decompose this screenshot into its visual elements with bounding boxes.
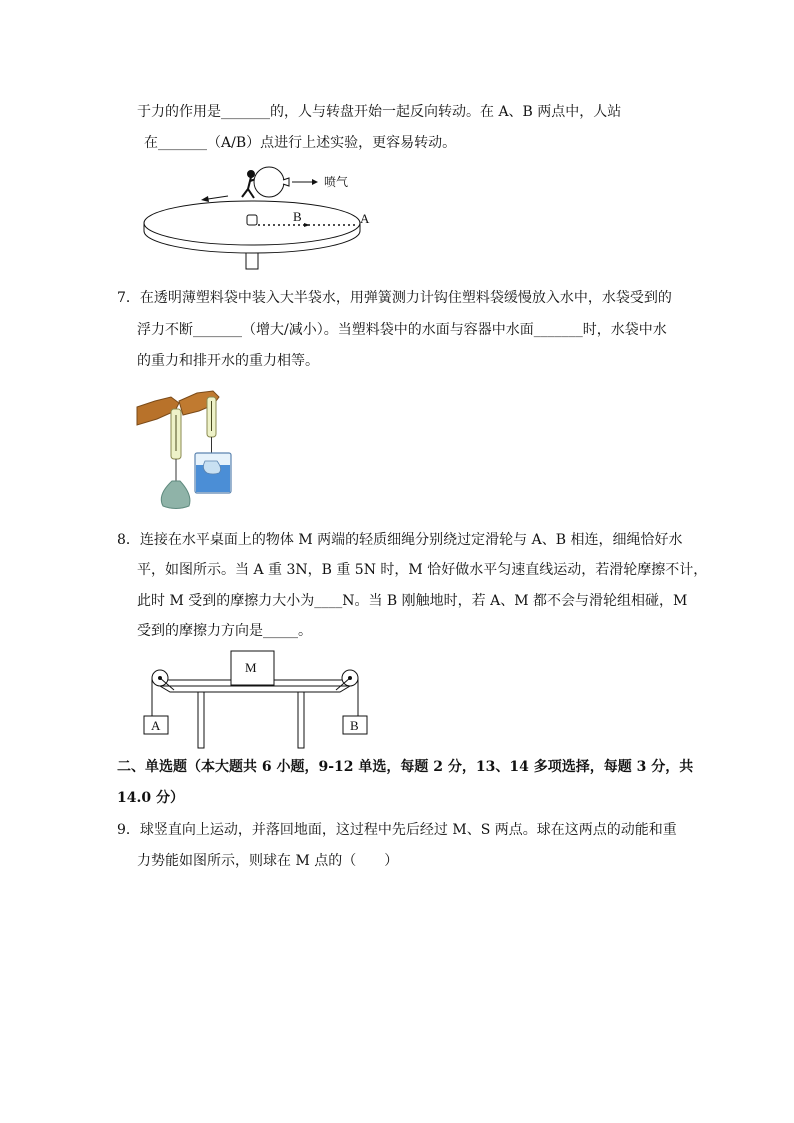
balloon-nozzle (283, 178, 289, 186)
balloon (254, 167, 284, 197)
center-post (247, 215, 257, 225)
point-a-label: A (360, 211, 370, 226)
q8-text-line-1: 8．连接在水平桌面上的物体 M 两端的轻质细绳分别绕过定滑轮与 A、B 相连，细绳恰好水 (117, 532, 683, 548)
point-b-label: B (293, 209, 302, 224)
table-top (160, 686, 350, 692)
q6-text-line-1: 于力的作用是_______的，人与转盘开始一起反向转动。在 A、B 两点中，人站 (137, 104, 622, 120)
block-m-label: M (245, 660, 257, 675)
q8-text-line-3: 此时 M 受到的摩擦力大小为____N。当 B 刚触地时，若 A、M 都不会与滑轮组相碰，M (137, 593, 688, 609)
spray-arrow-head (312, 179, 318, 185)
q8-pulley-table-figure (140, 650, 375, 750)
rotation-arrow (208, 196, 228, 199)
q7-text-line-1: 7．在透明薄塑料袋中装入大半袋水，用弹簧测力计钩住塑料袋缓慢放入水中，水袋受到的 (117, 290, 672, 306)
section-2-heading-line-1: 二、单选题（本大题共 6 小题，9-12 单选，每题 2 分，13、14 多项选择，每题 3 分，共 (117, 759, 694, 775)
spray-label: 喷气 (324, 175, 349, 189)
q9-text-line-1: 9．球竖直向上运动，并落回地面，这过程中先后经过 M、S 两点。球在这两点的动能和重 (117, 822, 677, 838)
q7-spring-scale-photo (137, 385, 242, 510)
table-leg-left (198, 692, 204, 748)
q8-text-line-4: 受到的摩擦力方向是_____。 (137, 623, 312, 639)
q6-text-line-2: 在_______（A/B）点进行上述实验，更容易转动。 (144, 135, 457, 151)
rotation-arrow-head (201, 196, 209, 202)
water-bag-hanging (161, 481, 190, 509)
table-leg-right (298, 692, 304, 748)
section-2-heading-line-2: 14.0 分） (117, 790, 184, 806)
q6-turntable-figure (138, 165, 378, 275)
water-bag-in-beaker (203, 461, 220, 474)
q8-text-line-2: 平，如图所示。当 A 重 3N，B 重 5N 时，M 恰好做水平匀速直线运动，若滑轮摩擦不计， (137, 562, 708, 578)
block-b-label: B (350, 718, 359, 733)
q7-text-line-3: 的重力和排开水的重力相等。 (137, 353, 319, 369)
q9-text-line-2: 力势能如图所示，则球在 M 点的（ ） (137, 853, 399, 869)
block-a-label: A (151, 718, 161, 733)
q7-text-line-2: 浮力不断_______（增大/减小）。当塑料袋中的水面与容器中水面_______时，水袋中水 (137, 322, 667, 338)
